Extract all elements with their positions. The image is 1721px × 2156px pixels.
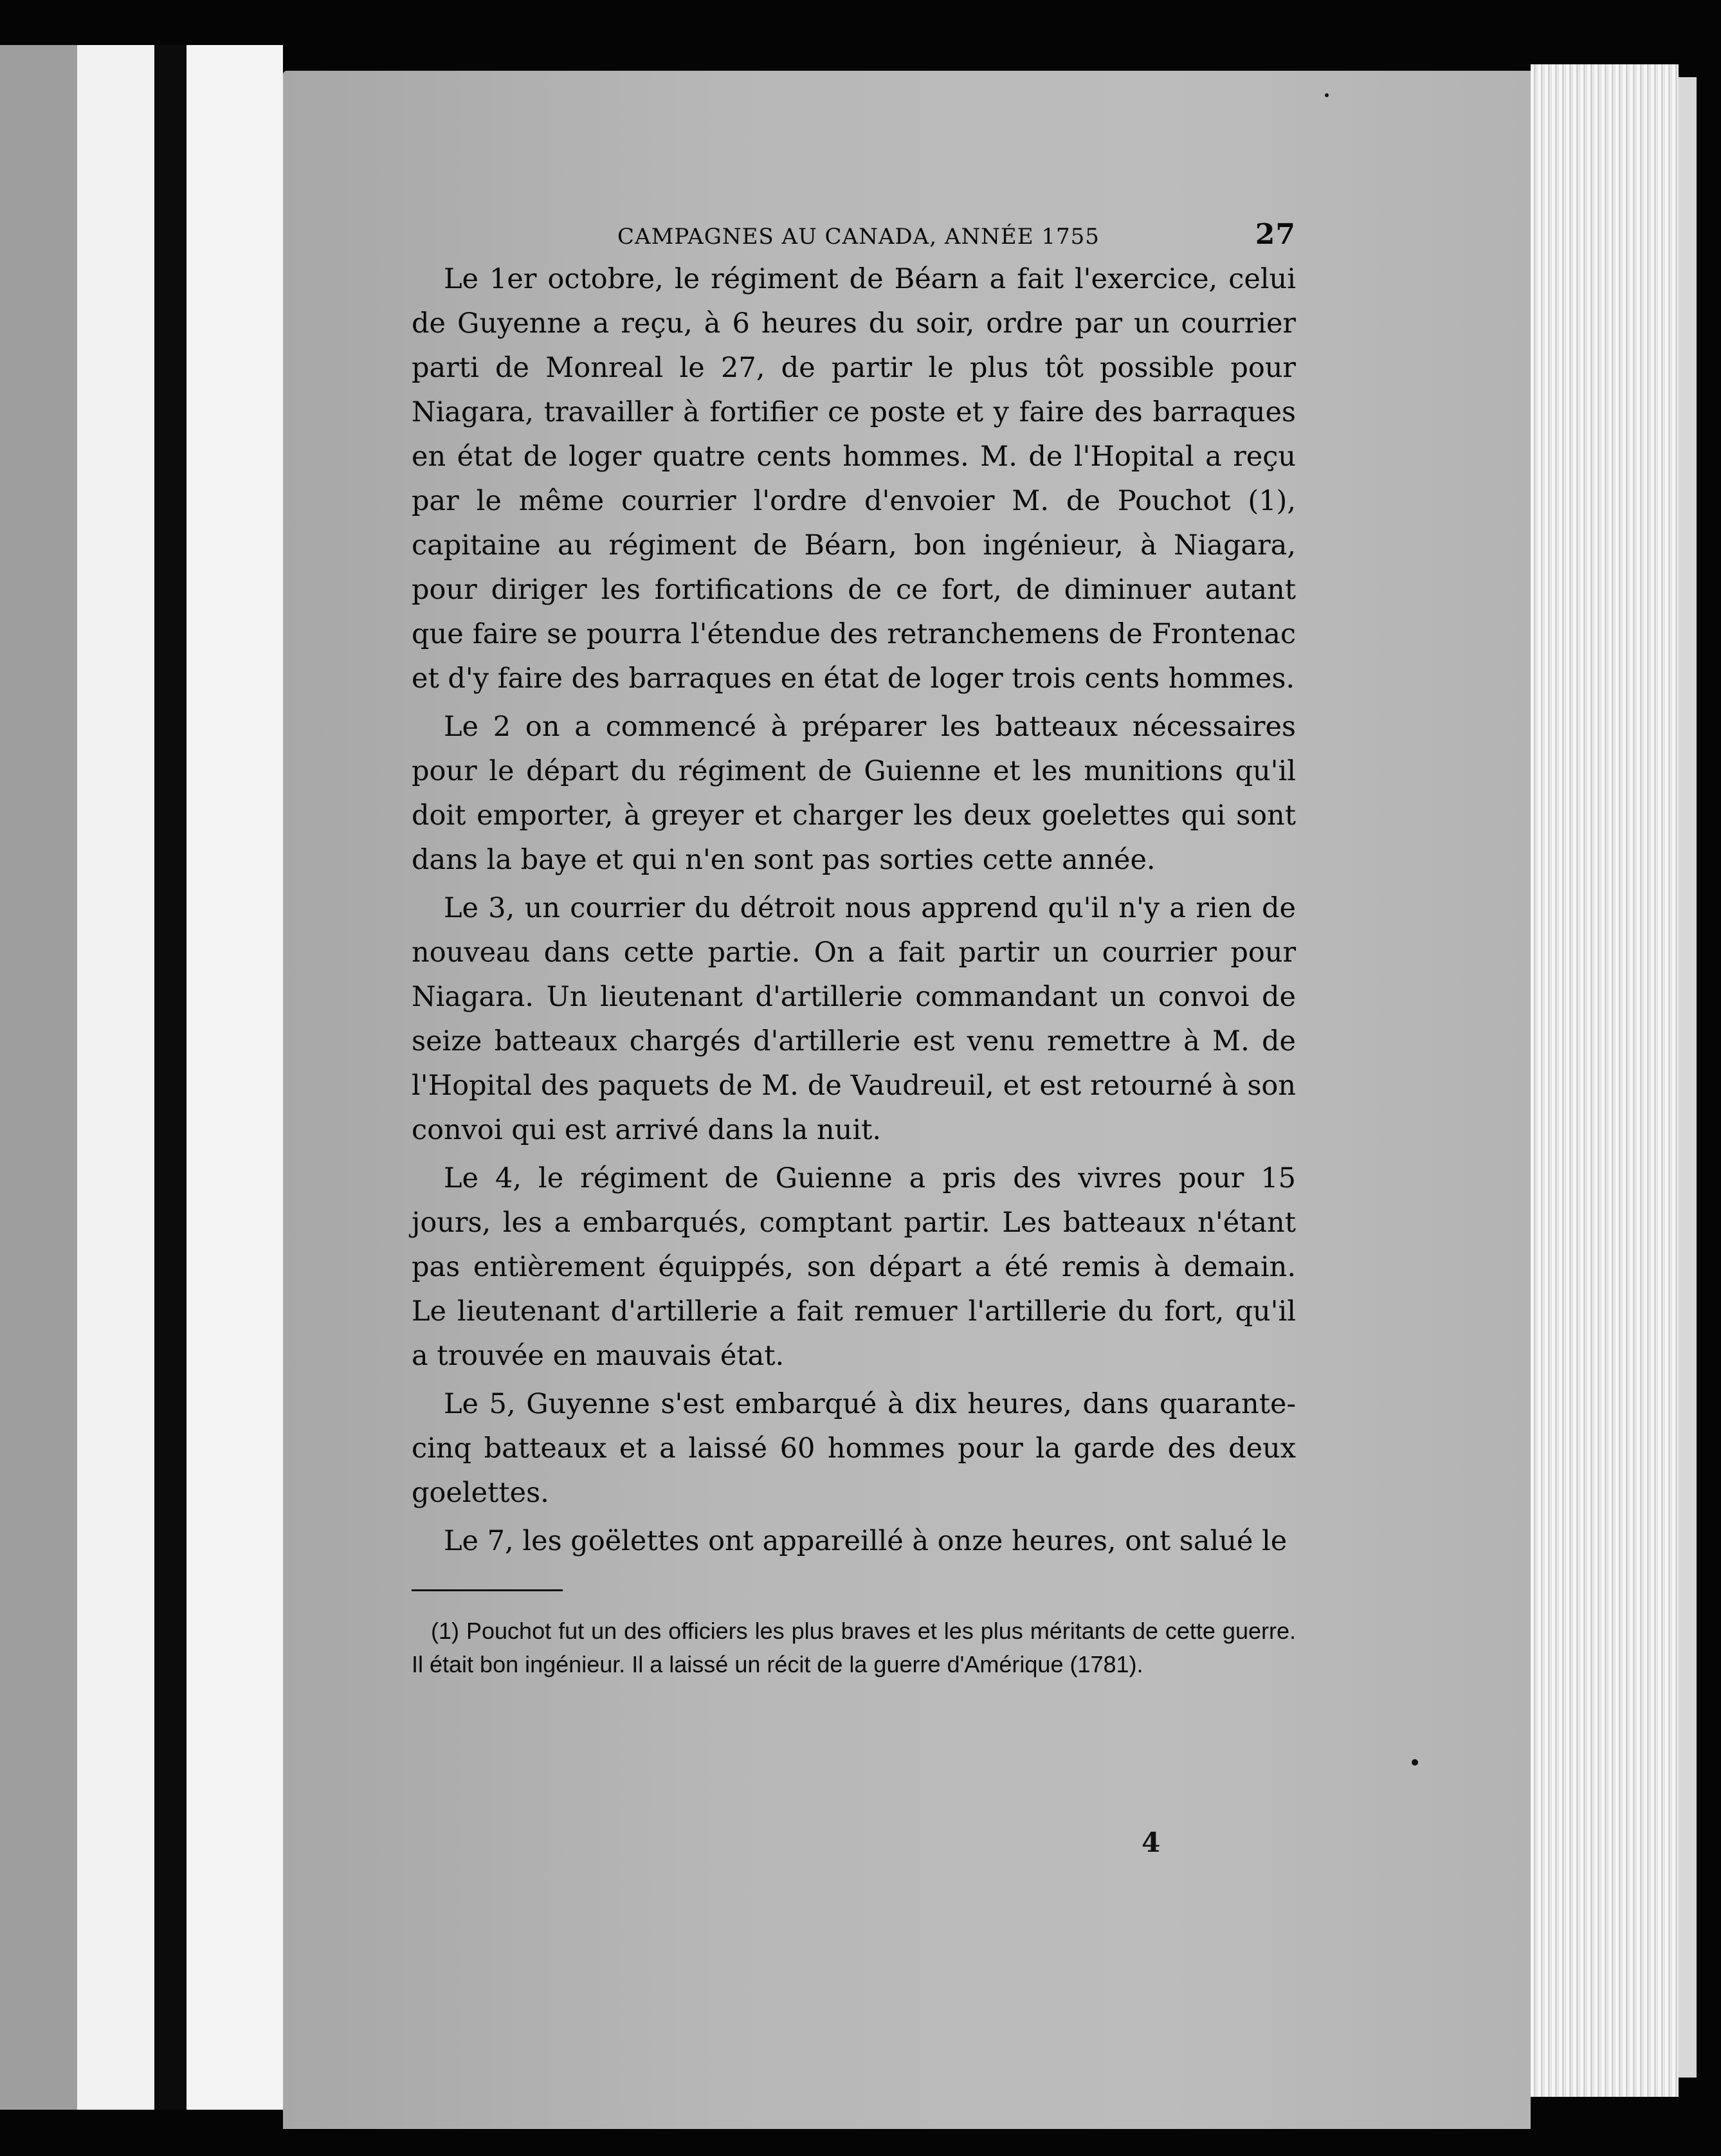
paragraph-oct-7: Le 7, les goëlettes ont appareillé à onze heures, ont salué le [444, 1525, 1288, 1557]
scan-speck [1325, 93, 1329, 97]
gutter-margin [187, 45, 283, 2110]
paragraph-oct-3: Le 3, un courrier du détroit nous apprend qu'il n'y a rien de nouveau dans cette partie. On a fait partir un courrier pour Niagara. Un lieutenant d'artillerie commandant un convoi de seize batteaux chargés d'artillerie est venu remettre à M. de l'Hopital des paquets de M. de Vaudreuil, et est retourné à son convoi qui est arrivé dans la nuit. [412, 892, 1296, 1146]
page-stack-outer-edge [1679, 77, 1697, 2078]
previous-page-margin [77, 45, 154, 2110]
footnote: (1) Pouchot fut un des officiers les plus braves et les plus méritants de cette guerre. Il était bon ingénieur. Il a laissé un récit de la guerre d'Amérique (1781). [412, 1618, 1296, 1677]
running-head [412, 212, 1296, 257]
paragraph-oct-5: Le 5, Guyenne s'est embarqué à dix heures, dans quarante-cinq batteaux et a laissé 60 hommes pour la garde des deux goelettes. [412, 1388, 1296, 1509]
paragraph-oct-4: Le 4, le régiment de Guienne a pris des vivres pour 15 jours, les a embarqués, comptant partir. Les batteaux n'étant pas entièrement équippés, son départ a été remis à demain. Le lieutenant d'artillerie a fait remuer l'artillerie du fort, qu'il a trouvée en mauvais état. [412, 1162, 1296, 1372]
book-gutter [154, 45, 187, 2110]
page-text-block [412, 212, 1296, 1704]
page-number: 27 [1255, 218, 1296, 251]
paragraph-oct-2: Le 2 on a commencé à préparer les batteaux nécessaires pour le départ du régiment de Guienne et les munitions qu'il doit emporter, à greyer et charger les deux goelettes qui sont dans la baye et qui n'en sont pas sorties cette année. [412, 711, 1296, 876]
scan-speck [1412, 1759, 1418, 1766]
signature-mark: 4 [1142, 1827, 1161, 1858]
previous-page-edge [0, 45, 77, 2110]
footnote-rule [412, 1589, 563, 1591]
page-stack-edges [1531, 64, 1679, 2097]
paragraph-oct-1: Le 1er octobre, le régiment de Béarn a fait l'exercice, celui de Guyenne a reçu, à 6 heures du soir, ordre par un courrier parti de Monreal le 27, de partir le plus tôt possible pour Niagara, travailler à fortifier ce poste et y faire des barraques en état de loger quatre cents hommes. M. de l'Hopital a reçu par le même courrier l'ordre d'envoier M. de Pouchot (1), capitaine au régiment de Béarn, bon ingénieur, à Niagara, pour diriger les fortifications de ce fort, de diminuer autant que faire se pourra l'étendue des retranchemens de Frontenac et d'y faire des barraques en état de loger trois cents hommes. [412, 263, 1296, 695]
running-head-title: CAMPAGNES AU CANADA, ANNÉE 1755 [617, 224, 1100, 250]
